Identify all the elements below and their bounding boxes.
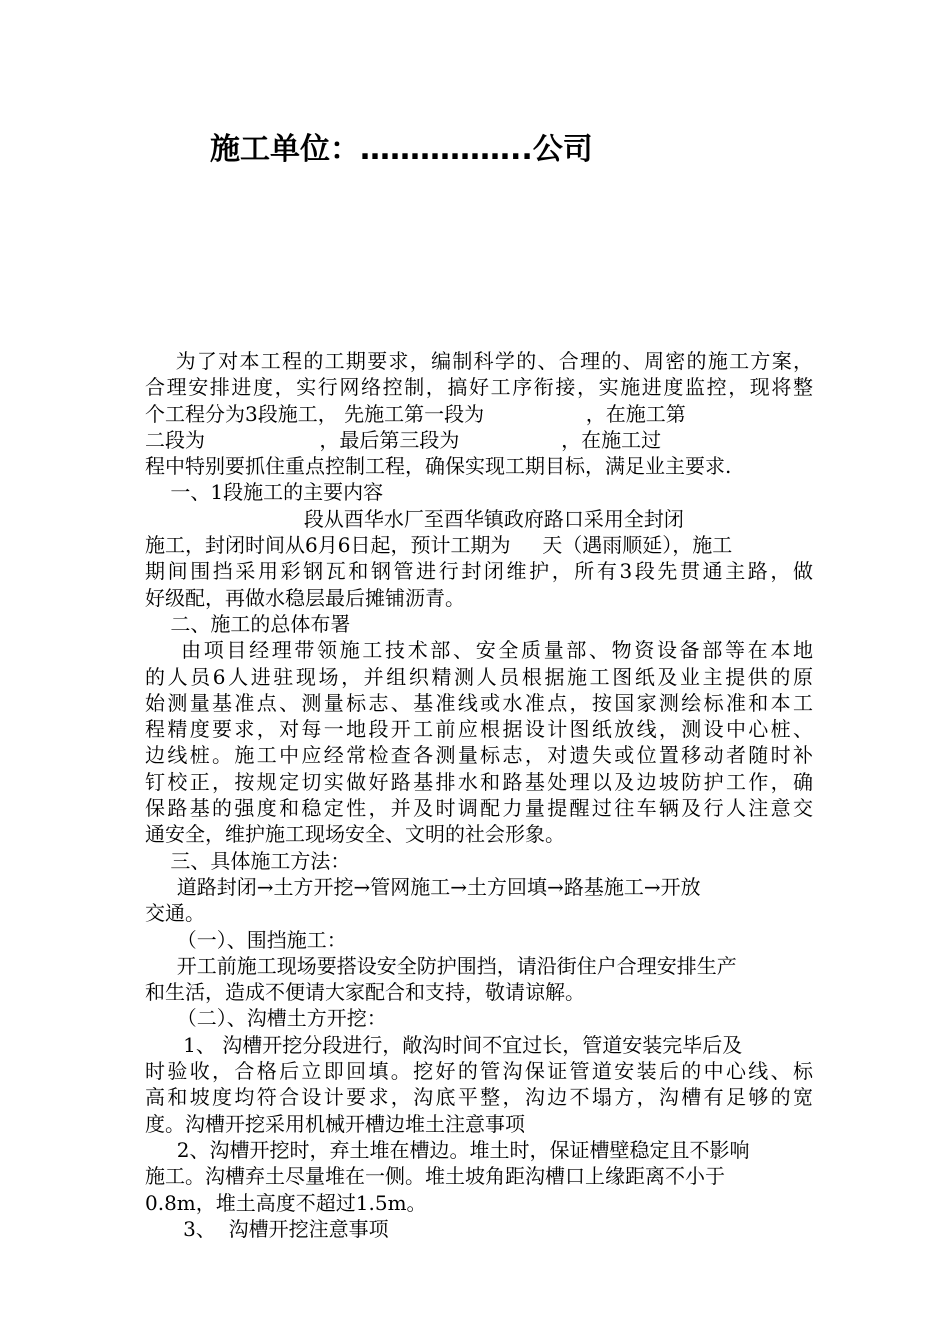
paragraph-line: 保路基的强度和稳定性，并及时调配力量提醒过往车辆及行人注意交 — [145, 796, 813, 821]
paragraph-line: 为了对本工程的工期要求，编制科学的、合理的、周密的施工方案， — [145, 349, 813, 373]
paragraph-line: 程中特别要抓住重点控制工程，确保实现工期目标，满足业主要求. — [145, 454, 732, 479]
paragraph-line: 钉校正，按规定切实做好路基排水和路基处理以及边坡防护工作，确 — [145, 769, 813, 794]
paragraph-line: 度。沟槽开挖采用机械开槽边堆土注意事项 — [145, 1111, 525, 1136]
paragraph-line: 二段为 ，最后第三段为 ，在施工过 — [145, 427, 662, 452]
paragraph-line: 合理安排进度，实行网络控制，搞好工序衔接，实施进度监控，现将整 — [145, 375, 813, 400]
subsection-heading: （一）、围挡施工： — [145, 927, 347, 952]
paragraph-line: 段从酉华水厂至酉华镇政府路口采用全封闭 — [145, 506, 684, 531]
paragraph-line: 交通。 — [145, 901, 205, 926]
paragraph-line: 通安全，维护施工现场安全、文明的社会形象。 — [145, 822, 565, 847]
section-heading: 一、1段施工的主要内容 — [145, 480, 384, 505]
paragraph-line: 程精度要求，对每一地段开工前应根据设计图纸放线，测设中心桩、 — [145, 717, 813, 742]
paragraph-line: 0.8m，堆土高度不超过1.5m。 — [145, 1190, 427, 1215]
paragraph-line: 好级配，再做水稳层最后摊铺沥青。 — [145, 585, 465, 610]
paragraph-line: 高和坡度均符合设计要求，沟底平整，沟边不塌方，沟槽有足够的宽 — [145, 1085, 813, 1110]
section-heading: 二、施工的总体布署 — [145, 611, 351, 636]
paragraph-line: 期间围挡采用彩钢瓦和钢管进行封闭维护，所有3段先贯通主路，做 — [145, 559, 813, 584]
paragraph-line: 和生活，造成不便请大家配合和支持，敬请谅解。 — [145, 980, 585, 1005]
paragraph-line: 时验收，合格后立即回填。挖好的管沟保证管道安装后的中心线、标 — [145, 1059, 813, 1084]
paragraph-line: 施工，封闭时间从6月6日起，预计工期为 天（遇雨顺延），施工 — [145, 533, 733, 558]
paragraph-line: 始测量基准点、测量标志、基准线或水准点，按国家测绘标准和本工 — [145, 690, 813, 715]
subsection-heading: （二）、沟槽土方开挖： — [145, 1006, 387, 1031]
paragraph-line: 边线桩。施工中应经常检查各测量标志，对遗失或位置移动者随时补 — [145, 743, 813, 768]
paragraph-line: 道路封闭→土方开挖→管网施工→土方回填→路基施工→开放 — [145, 874, 701, 899]
paragraph-line: 开工前施工现场要搭设安全防护围挡，请沿街住户合理安排生产 — [145, 953, 737, 978]
section-heading: 三、具体施工方法： — [145, 848, 351, 873]
paragraph-line: 1、 沟槽开挖分段进行，敞沟时间不宜过长，管道安装完毕后及 — [145, 1032, 743, 1057]
paragraph-line: 3、 沟槽开挖注意事项 — [145, 1216, 389, 1241]
paragraph-line: 施工。沟槽弃土尽量堆在一侧。堆土坡角距沟槽口上缘距离不小于 — [145, 1164, 725, 1189]
paragraph-line: 由项目经理带领施工技术部、安全质量部、物资设备部等在本地 — [145, 638, 813, 663]
page-title: 施工单位：……………..公司 — [210, 132, 593, 167]
document-body — [145, 348, 813, 1242]
paragraph-line: 个工程分为3段施工， 先施工第一段为 ，在施工第 — [145, 401, 686, 426]
paragraph-line: 的人员6人进驻现场，并组织精测人员根据施工图纸及业主提供的原 — [145, 664, 813, 689]
paragraph-line: 2、沟槽开挖时，弃土堆在槽边。堆土时，保证槽壁稳定且不影响 — [145, 1137, 750, 1162]
